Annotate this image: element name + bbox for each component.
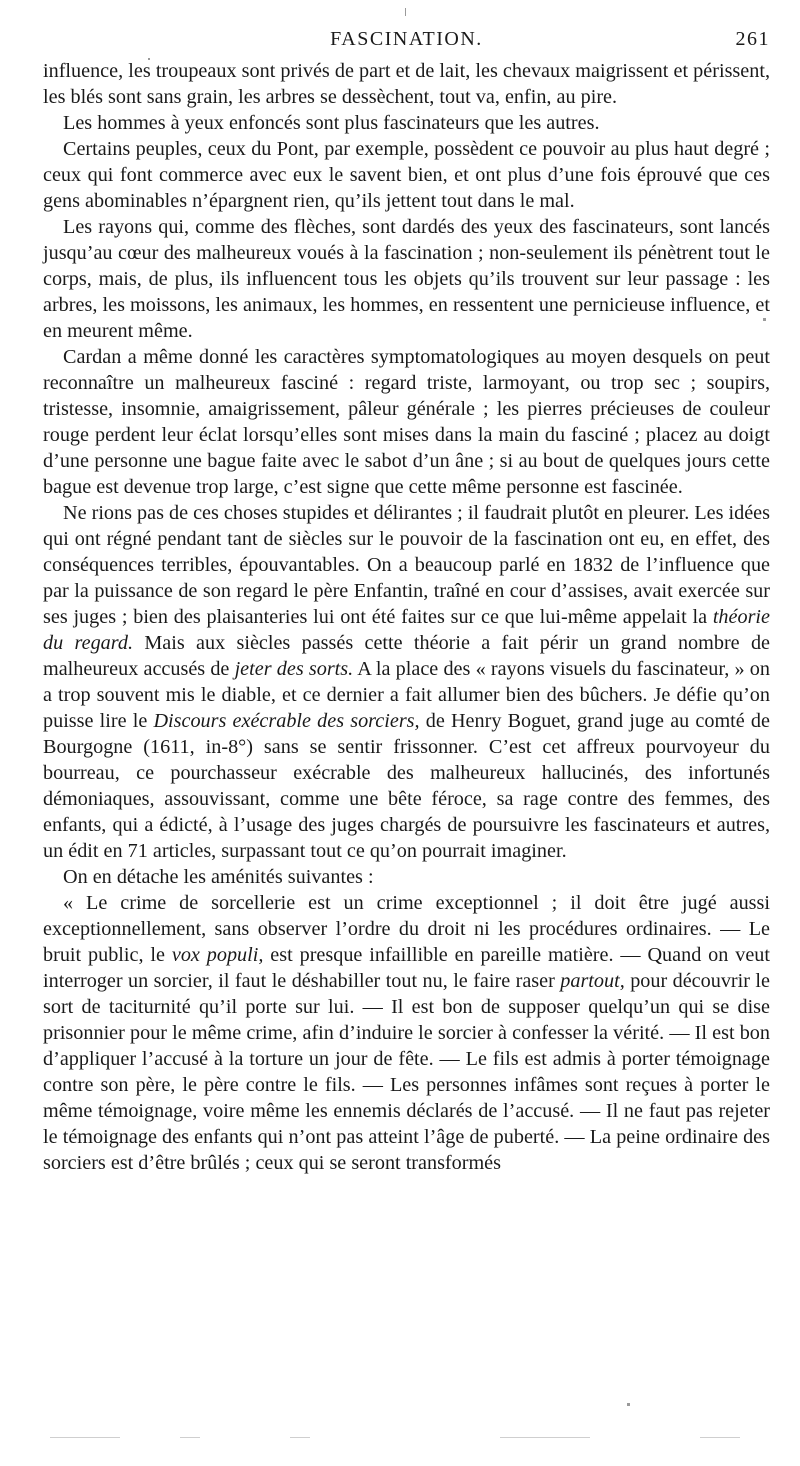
paragraph-6: [43, 500, 770, 864]
paragraph-3: [43, 136, 770, 214]
text-run: Mais aux siècles passés cette théorie a fait périr un grand nombre de malheureux accusés de: [43, 632, 770, 680]
paragraph-1: [43, 58, 770, 110]
text-run: A la place des « rayons visuels du fascinateur, » on a trop souvent mis le diable, et ce dernier a fait allumer bien des bûchers. Je défie qu’on puisse lire le: [43, 658, 770, 732]
text-run: Cardan a même donné les caractères symptomatologiques au moyen desquels on peut reconnaître un malheureux fasciné : regard triste, larmoyant, ou trop sec ; soupirs, tristesse, insomnie, amaigrissement, pâleur générale ; les pierres précieuses de couleur rouge perdent leur éclat lorsqu’elles sont mises dans la main du fasciné ; placez au doigt d’une personne une bague faite avec le sabot d’un âne ; si au bout de quelques jours cette bague est devenue trop large, c’est signe que cette même personne est fascinée.: [43, 346, 770, 498]
text-run: Les hommes à yeux enfoncés sont plus fascinateurs que les autres.: [63, 112, 600, 134]
text-run: On en détache les aménités suivantes :: [63, 866, 374, 888]
paragraph-8: [43, 890, 770, 1176]
running-title: FASCINATION.: [330, 28, 483, 50]
italic-book-title: Discours exécrable des sorciers,: [153, 710, 420, 732]
scan-speck: [500, 1437, 590, 1438]
italic-phrase: partout,: [560, 970, 625, 992]
scan-speck: [405, 8, 406, 16]
book-page: [43, 28, 770, 1176]
text-run: Les rayons qui, comme des flèches, sont dardés des yeux des fascinateurs, sont lancés jusqu’au cœur des malheureux voués à la fascination ; non-seulement ils pénètrent tout le corps, mais, de plus, ils influencent tous les objets qu’ils trouvent sur leur passage : les arbres, les moissons, les animaux, les hommes, en ressentent une pernicieuse influence, et en meurent même.: [43, 216, 770, 342]
text-run: de Henry Boguet, grand juge au comté de Bourgogne (1611, in-8°) sans se sentir frissonner. C’est cet affreux pourvoyeur du bourreau, ce pourchasseur exécrable des malheureux hallucinés, des infortunés démoniaques, assouvissant, comme une bête féroce, sa rage contre des femmes, des enfants, qui a édicté, à l’usage des juges chargés de poursuivre les fascinateurs et autres, un édit en 71 articles, surpassant tout ce qu’on pourrait imaginer.: [43, 710, 770, 862]
text-run: pour découvrir le sort de taciturnité qu’il porte sur lui. — Il est bon de supposer quelqu’un qui se dise prisonnier pour le même crime, afin d’induire le sorcier à confesser la vérité. — Il est bon d’appliquer l’accusé à la torture un jour de fête. — Le fils est admis à porter témoignage contre son père, le père contre le fils. — Les personnes infâmes sont reçues à porter le même témoignage, voire même les ennemis déclarés de l’accusé. — Il ne faut pas rejeter le témoignage des enfants qui n’ont pas atteint l’âge de puberté. — La peine ordinaire des sorciers est d’être brûlés ; ceux qui se seront transformés: [43, 970, 770, 1174]
text-run: Ne rions pas de ces choses stupides et délirantes ; il faudrait plutôt en pleurer. Les idées qui ont régné pendant tant de siècles sur le pouvoir de la fascination ont eu, en effet, des conséquences terribles, épouvantables. On a beaucoup parlé en 1832 de l’influence que par la puissance de son regard le père Enfantin, traîné en cour d’assises, avait exercée sur ses juges ; bien des plaisanteries lui ont été faites sur ce que lui-même appelait la: [43, 502, 770, 628]
text-run: Certains peuples, ceux du Pont, par exemple, possèdent ce pouvoir au plus haut degré ; ceux qui font commerce avec eux le savent bien, et ont plus d’une fois éprouvé que ces gens abominables n’épargnent rien, qu’ils jettent tout dans le mal.: [43, 138, 770, 212]
paragraph-4: [43, 214, 770, 344]
scan-speck: [50, 1437, 120, 1438]
scan-speck: [763, 318, 766, 321]
paragraph-2: [43, 110, 770, 136]
page-number: 261: [735, 28, 770, 50]
italic-phrase: jeter des sorts.: [234, 658, 354, 680]
scan-speck: [290, 1437, 310, 1438]
italic-phrase: théorie du regard.: [43, 606, 770, 654]
italic-phrase: vox populi,: [171, 944, 264, 966]
paragraph-7: [43, 864, 770, 890]
running-head: [43, 28, 770, 58]
text-run: est presque infaillible en pareille matière. — Quand on veut interroger un sorcier, il faut le déshabiller tout nu, le faire raser: [43, 944, 771, 992]
scan-speck: [180, 1437, 200, 1438]
scan-speck: [700, 1437, 740, 1438]
text-run: influence, les troupeaux sont privés de part et de lait, les chevaux maigrissent et périssent, les blés sont sans grain, les arbres se dessèchent, tout va, enfin, au pire.: [43, 60, 770, 108]
scan-speck: [148, 58, 150, 60]
text-run: « Le crime de sorcellerie est un crime exceptionnel ; il doit être jugé aussi exceptionnellement, sans observer l’ordre du droit ni les procédures ordinaires. — Le bruit public, le: [43, 892, 770, 966]
body-text: [43, 58, 770, 1176]
scan-speck: [627, 1403, 630, 1406]
paragraph-5: [43, 344, 770, 500]
